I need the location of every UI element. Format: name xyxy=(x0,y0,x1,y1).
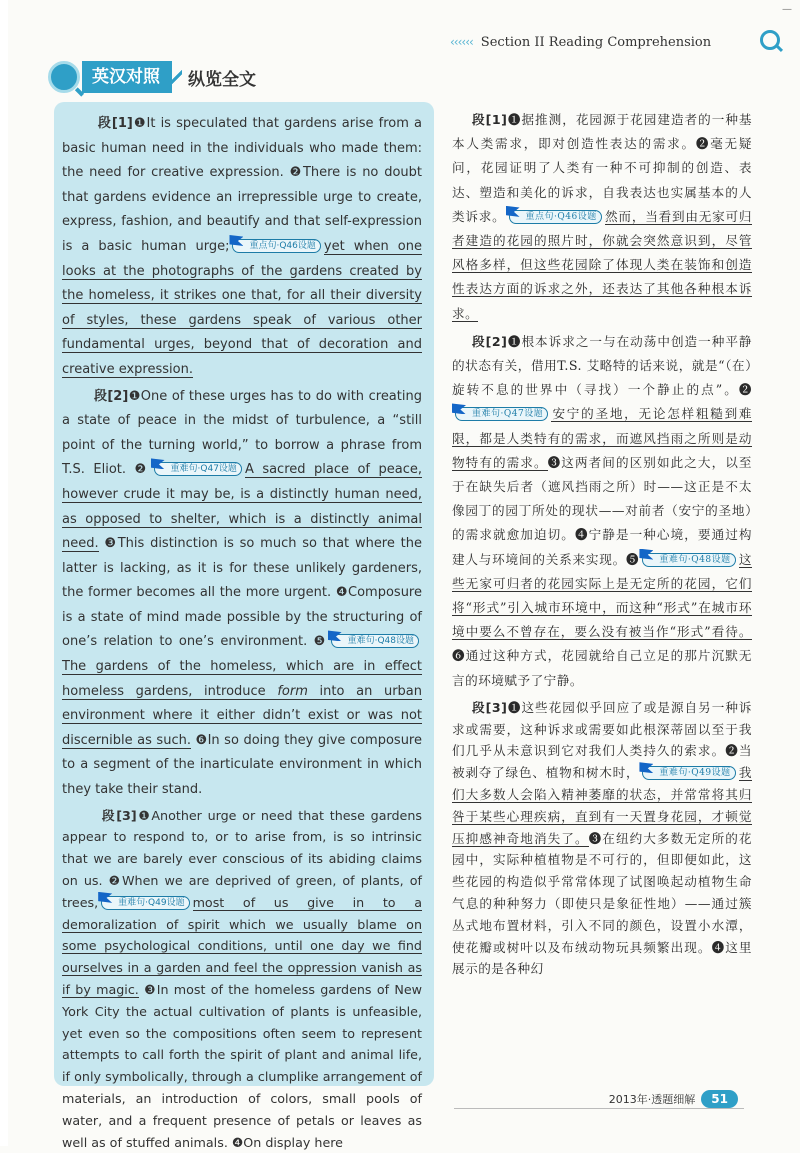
en-p2-s5a: The gardens of the homeless, which are in effect homeless gardens, introduce xyxy=(62,659,422,699)
section-title: Section II Reading Comprehension xyxy=(480,34,712,50)
cn-p2-label: 段[2] xyxy=(472,333,508,349)
en-p1-s3-underlined: yet when one looks at the photographs of the gardens created by the homeless, it strikes one that, for all their diversity of styles, these gardens speak of various other fundamental urges, beyond that of decoration and creative expression. xyxy=(62,238,422,377)
en-p3-s3: ❸In most of the homeless gardens of New York City the actual cultivation of plants is unfeasible, yet even so the compositions often seem to represent attempts to call forth the spirit of plant and animal life, if only symbolically, through a clumplike arrangement of materials, an introduction of colors, small pools of water, and a frequent presence of petals or leaves as well as of stuffed animals. ❹On display here xyxy=(62,982,423,1150)
tag-main-label: 英汉对照 xyxy=(82,61,172,93)
header-arrows-icon: ‹‹‹‹‹‹ xyxy=(450,35,473,49)
cn-p2-s6: ❻通过这种方式，花园就给自己立足的那片沉默无言的环境赋予了宁静。 xyxy=(452,648,752,688)
corner-mark: — xyxy=(782,4,792,15)
search-icon xyxy=(760,30,780,50)
en-p1-s1: ❶It is speculated that gardens arise from a basic human need in the individuals who made them: the need for creative expression. xyxy=(62,116,422,181)
cn-p3-s2-underlined: 我们大多数人会陷入精神萎靡的状态，并常常将其归咎于某些心理疾病，直到有一天置身花园，才顿觉压抑感神奇地消失了。 xyxy=(452,765,753,846)
en-paragraph-3 xyxy=(62,805,422,1153)
footer-title: 2013年·透题细解 xyxy=(608,1093,696,1106)
tag-sub-label: 纵览全文 xyxy=(188,69,256,90)
cn-p2-s5-number: ❺ xyxy=(626,551,640,567)
key-sentence-badge-q48: 重难句·Q48设题 xyxy=(331,634,419,648)
en-p2-s5-form: form xyxy=(277,683,308,699)
cn-p3-label: 段[3] xyxy=(472,699,508,715)
key-sentence-badge-q47: 重难句·Q47设题 xyxy=(154,462,242,476)
cn-key-badge-q49: 重难句·Q49设题 xyxy=(642,766,735,780)
en-p3-s1: ❶Another urge or need that these gardens appear to respond to, or to arise from, is so intrinsic that we are barely ever conscious of its abiding claims on us. ❷When we are deprived of green, of plants, of trees, xyxy=(62,807,422,910)
en-p2-s3: ❸This distinction is so much so that where the latter is lacking, as it is for these unlikely gardeners, the former becomes all the more urgent. ❹Composure is a state of mind made possible by the structuring of one’s relation to one’s environment. xyxy=(62,536,422,650)
key-sentence-badge-q46: 重点句·Q46设题 xyxy=(232,239,320,253)
tag-divider xyxy=(172,61,182,93)
en-p2-s5-number: ❺ xyxy=(313,634,328,650)
chinese-translation xyxy=(452,108,752,980)
page-footer xyxy=(609,1090,738,1108)
cn-key-badge-q48: 重难句·Q48设题 xyxy=(642,553,735,567)
en-p2-s2-underlined: A sacred place of peace, however crude it may be, is a distinctly human need, as opposed to shelter, which is a distinctly animal need. xyxy=(62,462,422,552)
cn-p1-s1: ❶据推测，花园源于花园建造者的一种基本人类需求，即对创造性表达的需求。❷毫无疑问，花园证明了人类有一种不可抑制的创造、表达、塑造和美化的诉求，自我表达也实属基本的人类诉求。 xyxy=(452,112,753,224)
cn-p2-s3: ❸这两者间的区别如此之大，以至于在缺失后者（遮风挡雨之所）时——这正是不太像园丁的园丁所处的现状——对前者（安宁的圣地）的需求就愈加迫切。❹宁静是一种心境，要通过构建人与环境间的关系来实现。 xyxy=(452,454,753,567)
cn-key-badge-q47: 重难句·Q47设题 xyxy=(455,407,548,421)
section-tag xyxy=(48,60,256,94)
en-paragraph-2 xyxy=(62,385,422,803)
cn-p2-s2-underlined: 安宁的圣地，无论怎样粗糙到难限，都是人类特有的需求，而遮风挡雨之所则是动物特有的需求。 xyxy=(452,406,752,470)
cn-paragraph-2 xyxy=(452,330,752,693)
page-number: 51 xyxy=(701,1090,738,1108)
section-header xyxy=(450,28,780,56)
key-sentence-badge-q49: 重难句·Q49设题 xyxy=(101,896,189,910)
cn-p2-s2-number: ❷ xyxy=(738,382,752,398)
en-p2-label: 段[2] xyxy=(93,388,129,404)
en-p3-s2-underlined: most of us give in to a demoralization of spirit which we usually blame on some psychological conditions, until one day we find ourselves in a garden and feel the oppression vanish as if by magic. xyxy=(62,894,422,997)
footer-divider xyxy=(454,1108,744,1109)
page-edge xyxy=(0,0,8,1146)
cn-key-badge-q46: 重点句·Q46设题 xyxy=(509,210,602,224)
cn-p1-label: 段[1] xyxy=(472,112,508,127)
en-paragraph-1 xyxy=(62,112,422,383)
cn-p1-s3-underlined: 然而，当看到由无家可归者建造的花园的照片时，你就会突然意识到，尽管风格多样，但这些花园除了体现人类在装饰和创造性表达方面的诉求之外，还表达了其他各种根本诉求。 xyxy=(452,208,753,321)
en-p1-s2: ❷There is no doubt that gardens evidence an irrepressible urge to create, express, fashion, and beautify and that self-expression is a basic human urge; xyxy=(62,165,422,254)
cn-p3-s3: ❸在纽约大多数无定所的花园中，实际种植植物是不可行的，但即便如此，这些花园的构造似乎常常体现了试图唤起动植物生命气息的种种努力（即使只是象征性地）——通过簇丛式地布置材料，引入不同的颜色，设置小水潭，使花瓣或树叶以及布绒动物玩具频繁出现。❹这里展示的是各种幻 xyxy=(452,830,753,977)
en-p2-s1: ❶One of these urges has to do with creating a state of peace in the midst of turbulence, a “still point of the turning world,” to borrow a phrase from T.S. Eliot. xyxy=(62,388,422,478)
en-p3-label: 段[3] xyxy=(101,807,137,823)
en-p2-s5b: into an urban environment where it either didn’t exist or was not discernible as such. xyxy=(62,683,423,748)
cn-p3-s1: ❶这些花园似乎回应了或是源自另一种诉求或需要，这种诉求或需要如此根深蒂固以至于我们几乎从未意识到它对我们人类持久的索求。❷当被剥夺了绿色、植物和树木时， xyxy=(452,699,753,781)
en-p2-s2-number: ❷ xyxy=(134,462,151,478)
en-p2-s6: ❻In so doing they give composure to a segment of the inarticulate environment in which they take their stand. xyxy=(62,732,422,798)
cn-p2-s1: ❶根本诉求之一与在动荡中创造一种平静的状态有关，借用T.S. 艾略特的话来说，就是“（在）旋转不息的世界中（寻找）一个静止的点”。 xyxy=(452,333,753,398)
magnifier-icon xyxy=(48,61,80,93)
cn-paragraph-1 xyxy=(452,108,752,326)
english-passage xyxy=(54,102,434,1150)
cn-paragraph-3 xyxy=(452,697,752,980)
en-p1-label: 段[1] xyxy=(97,116,133,131)
cn-p2-s5-underlined: 这些无家可归者的花园实际上是无定所的花园，它们将“形式”引入城市环境中，而这种“形式”在城市环境中要么不曾存在，要么没有被当作“形式”看待。 xyxy=(452,551,753,640)
